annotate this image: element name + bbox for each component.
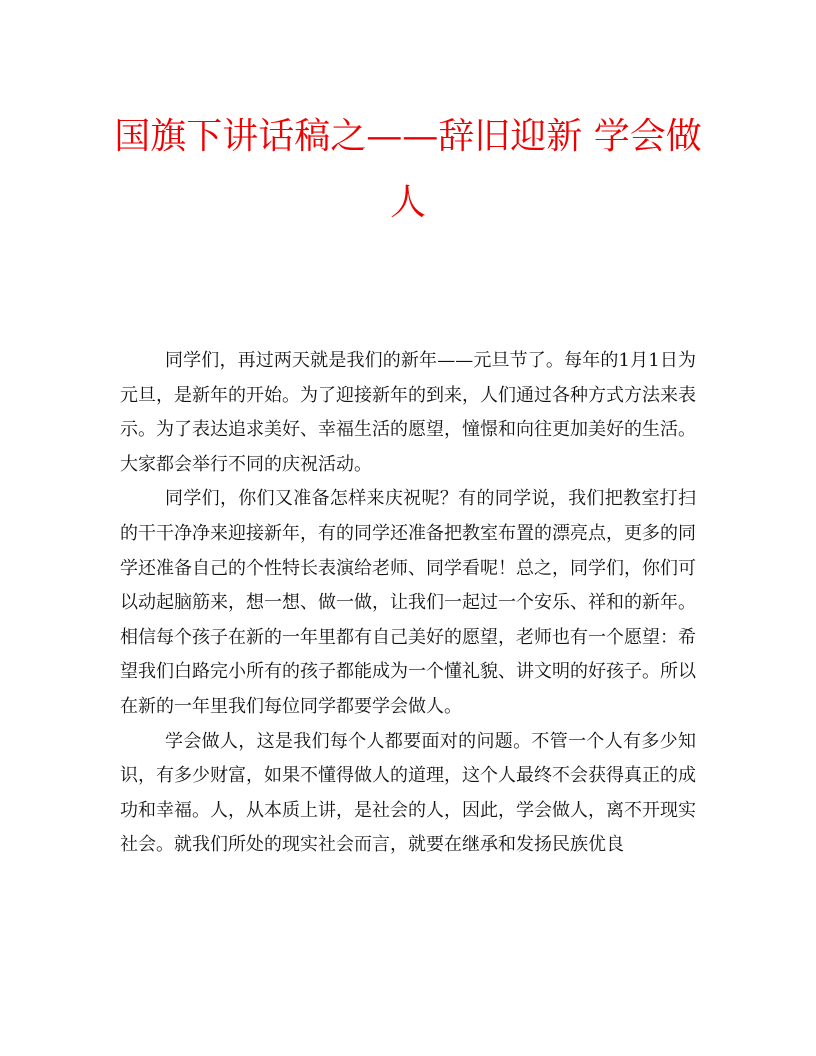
paragraph-2: 同学们，你们又准备怎样来庆祝呢？有的同学说，我们把教室打扫的干干净净来迎接新年，有的同学还准备把教室布置的漂亮点，更多的同学还准备自己的个性特长表演给老师、同学看呢！总之，同学们，你们可以动起脑筋来，想一想、做一做，让我们一起过一个安乐、祥和的新年。相信每个孩子在新的一年里都有自己美好的愿望，老师也有一个愿望：希望我们白路完小所有的孩子都能成为一个懂礼貌、讲文明的好孩子。所以在新的一年里我们每位同学都要学会做人。 — [120, 488, 696, 717]
document-title: 国旗下讲话稿之——辞旧迎新 学会做人 — [114, 116, 702, 223]
paragraph-3: 学会做人，这是我们每个人都要面对的问题。不管一个人有多少知识，有多少财富，如果不懂得做人的道理，这个人最终不会获得真正的成功和幸福。人，从本质上讲，是社会的人，因此，学会做人，离不开现实社会。就我们所处的现实社会而言，就要在继承和发扬民族优良 — [120, 730, 696, 856]
document-body — [120, 344, 696, 863]
paragraph-1: 同学们，再过两天就是我们的新年——元旦节了。每年的1月1日为元旦，是新年的开始。为了迎接新年的到来，人们通过各种方式方法来表示。为了表达追求美好、幸福生活的愿望，憧憬和向往更加美好的生活。大家都会举行不同的庆祝活动。 — [120, 350, 696, 475]
